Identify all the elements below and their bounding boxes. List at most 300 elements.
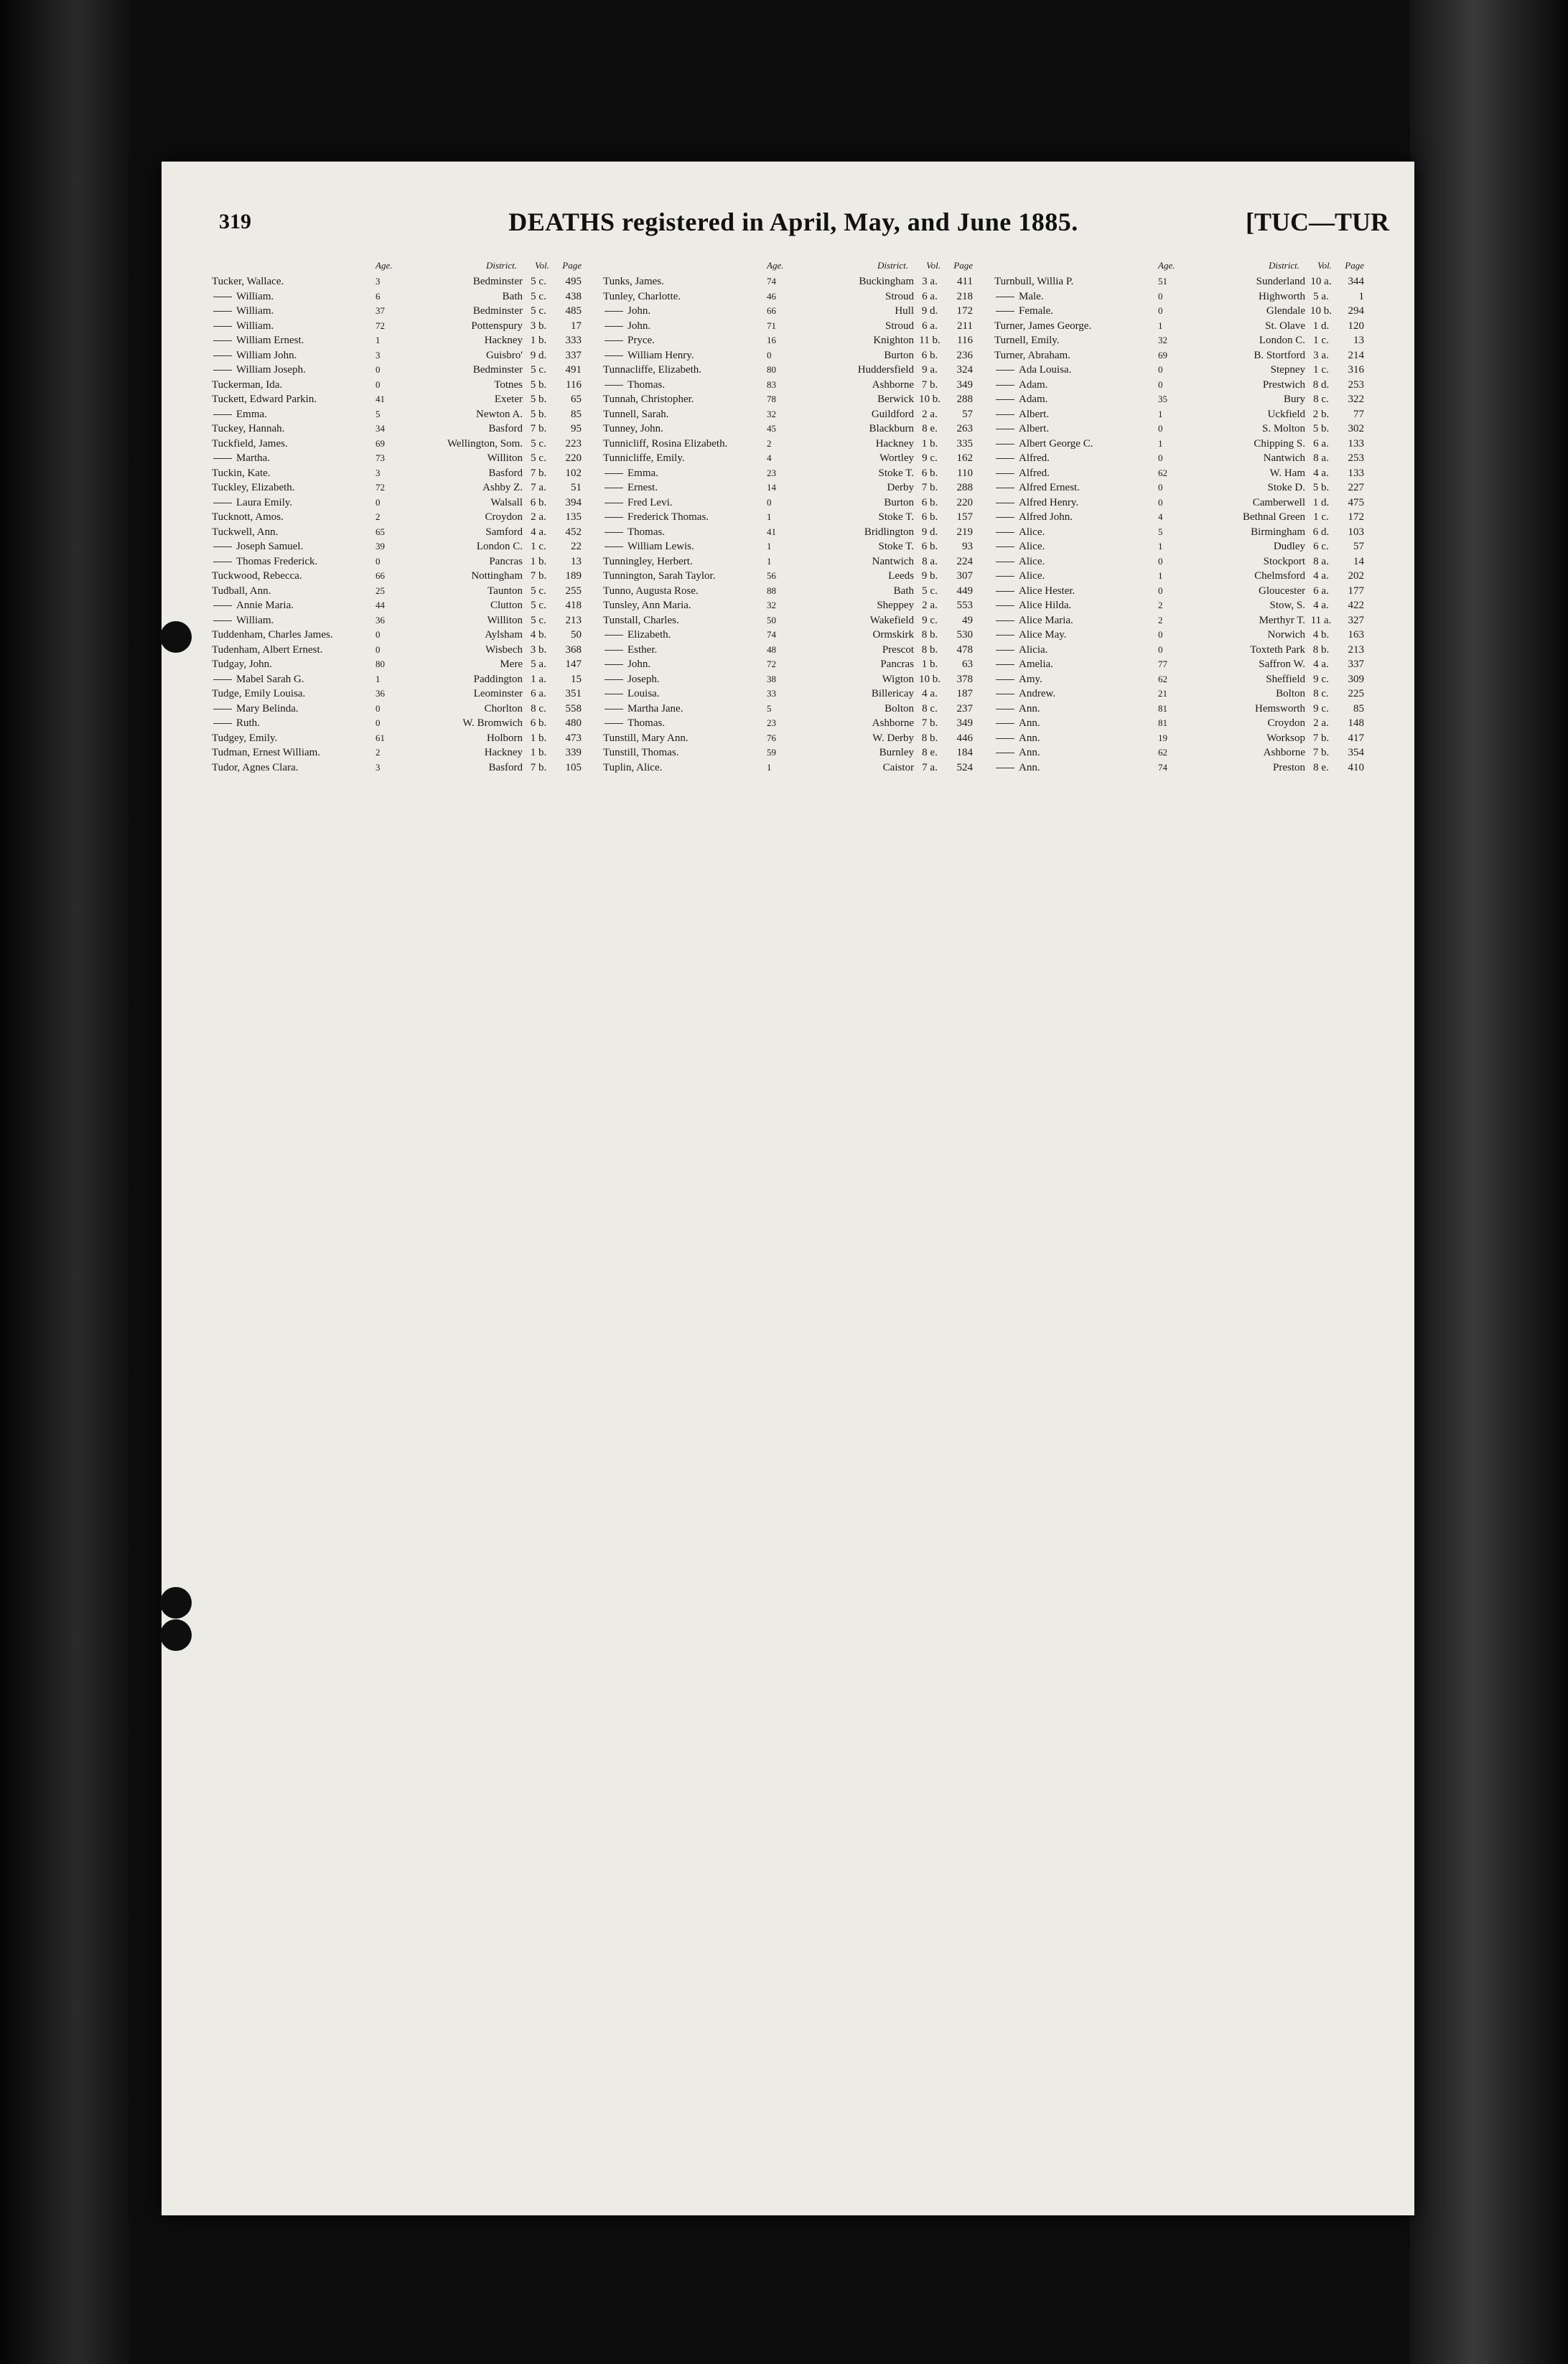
entry-age: 1	[1158, 320, 1163, 331]
entry-name: Tucknott, Amos.	[212, 511, 284, 523]
register-entry	[994, 731, 1364, 746]
register-entry	[603, 289, 973, 304]
register-entry	[603, 274, 973, 289]
entry-volume: 9 d.	[921, 526, 938, 538]
entry-age: 72	[767, 659, 776, 669]
entry-age: 62	[1158, 747, 1167, 758]
entry-page: 1	[1358, 290, 1364, 302]
entry-page: 223	[565, 437, 582, 450]
district-header: District.	[877, 260, 908, 271]
register-entry	[212, 554, 582, 569]
register-entry	[603, 363, 973, 378]
entry-age: 1	[767, 511, 772, 522]
register-entry	[994, 422, 1364, 437]
register-entry	[603, 731, 973, 746]
register-entry	[994, 745, 1364, 760]
entry-name: Tucker, Wallace.	[212, 276, 284, 287]
entry-page: 288	[956, 482, 973, 493]
entry-volume: 1 c.	[531, 541, 546, 552]
entry-volume: 3 b.	[530, 643, 547, 656]
register-entry	[994, 363, 1364, 378]
entry-age: 0	[1158, 423, 1163, 434]
entry-name: Laura Emily.	[212, 495, 292, 511]
entry-page: 148	[1348, 717, 1364, 729]
register-entry	[212, 569, 582, 584]
register-entry	[994, 319, 1364, 334]
district-header: District.	[486, 260, 517, 271]
entry-name: Emma.	[603, 466, 658, 481]
entry-name: Tudenham, Albert Ernest.	[212, 643, 323, 656]
entry-name: Alfred.	[994, 466, 1050, 481]
entry-district: Guisbro'	[485, 349, 523, 361]
entry-district: Stepney	[1270, 364, 1305, 376]
entry-page: 480	[565, 717, 582, 729]
register-entry	[994, 554, 1364, 569]
register-entry	[212, 716, 582, 731]
entry-age: 65	[375, 526, 385, 537]
entry-district: Bethnal Green	[1242, 511, 1305, 523]
entry-name: Alicia.	[994, 643, 1047, 658]
entry-page: 15	[571, 673, 582, 685]
entry-page: 163	[1348, 629, 1364, 641]
register-entry	[212, 745, 582, 760]
entry-age: 0	[1158, 290, 1163, 302]
entry-volume: 6 b.	[921, 467, 938, 479]
register-entry	[994, 643, 1364, 658]
name-range: [TUC—TUR	[1245, 208, 1389, 236]
entry-volume: 8 c.	[922, 702, 938, 715]
entry-district: Prescot	[882, 643, 914, 656]
register-entry	[212, 731, 582, 746]
entry-name: John.	[603, 304, 650, 319]
entry-page: 452	[565, 526, 582, 538]
entry-page: 309	[1348, 673, 1364, 685]
entry-district: Exeter	[494, 394, 523, 405]
entry-volume: 6 b.	[921, 541, 938, 552]
entry-name: Tuckey, Hannah.	[212, 423, 285, 434]
entry-name: Thomas.	[603, 716, 665, 731]
entry-page: 105	[565, 761, 582, 773]
entry-district: Huddersfield	[857, 364, 914, 376]
entry-name: Tudman, Ernest William.	[212, 747, 321, 758]
entry-name: Alice.	[994, 554, 1045, 569]
entry-page: 213	[565, 614, 582, 626]
entry-name: Turnell, Emily.	[994, 335, 1060, 346]
entry-page: 57	[1353, 541, 1364, 552]
entry-name: Ann.	[994, 731, 1040, 746]
entry-name: Alice.	[994, 569, 1045, 584]
entry-volume: 6 b.	[921, 496, 938, 508]
entry-page: 324	[956, 364, 973, 376]
entry-name: William.	[212, 304, 274, 319]
entry-name: Tuckin, Kate.	[212, 467, 271, 479]
entry-age: 62	[1158, 673, 1167, 684]
page-title: DEATHS registered in April, May, and June 1885.	[508, 208, 1078, 236]
entry-name: Alfred Henry.	[994, 495, 1078, 511]
entry-name: Mabel Sarah G.	[212, 672, 304, 687]
age-header: Age.	[1158, 260, 1175, 271]
entry-name: Alfred John.	[994, 510, 1073, 525]
entry-volume: 5 c.	[531, 305, 546, 317]
entry-page: 349	[956, 378, 973, 391]
entry-name: Ernest.	[603, 480, 658, 495]
entry-district: Sheffield	[1266, 673, 1305, 685]
entry-district: Billericay	[871, 688, 914, 699]
entry-volume: 2 a.	[922, 408, 938, 420]
entry-age: 0	[375, 717, 381, 728]
entry-age: 66	[375, 570, 385, 581]
entry-page: 103	[1348, 526, 1364, 538]
entry-age: 19	[1158, 732, 1167, 743]
register-entry	[212, 539, 582, 554]
entry-page: 57	[962, 408, 973, 420]
entry-page: 327	[1348, 614, 1364, 626]
entry-district: Norwich	[1267, 629, 1305, 641]
entry-name: Tunnicliff, Rosina Elizabeth.	[603, 437, 728, 450]
entry-page: 349	[956, 717, 973, 729]
entry-age: 0	[1158, 378, 1163, 390]
entry-volume: 7 b.	[530, 570, 547, 582]
entry-district: Bury	[1284, 394, 1305, 405]
entry-page: 302	[1348, 423, 1364, 434]
vol-header: Vol.	[535, 260, 549, 271]
entry-age: 80	[375, 659, 385, 669]
entry-volume: 5 c.	[531, 452, 546, 464]
register-entry	[212, 392, 582, 407]
entry-age: 76	[767, 732, 776, 743]
page-header-label: Page	[953, 260, 973, 271]
entry-volume: 1 b.	[921, 659, 938, 670]
entry-page: 294	[1348, 305, 1364, 317]
page-header	[219, 201, 1389, 244]
entry-volume: 9 c.	[922, 614, 938, 626]
entry-volume: 2 a.	[531, 511, 546, 523]
entry-volume: 6 b.	[530, 496, 547, 508]
register-entry	[603, 378, 973, 393]
entry-page: 438	[565, 290, 582, 302]
entry-volume: 8 a.	[1313, 452, 1329, 464]
register-entry	[603, 628, 973, 643]
register-entry	[994, 437, 1364, 452]
register-entry	[212, 378, 582, 393]
entry-district: Pancras	[489, 555, 523, 567]
entry-name: Ada Louisa.	[994, 363, 1071, 378]
entry-district: Stow, S.	[1269, 600, 1305, 611]
register-entry	[603, 672, 973, 687]
entry-age: 5	[1158, 526, 1163, 537]
register-entry	[603, 584, 973, 599]
register-entry	[994, 613, 1364, 628]
entry-age: 0	[375, 555, 381, 567]
entry-district: St. Olave	[1265, 320, 1305, 332]
entry-age: 0	[767, 349, 772, 360]
entry-volume: 5 b.	[530, 378, 547, 391]
entry-volume: 10 b.	[919, 673, 941, 685]
register-entry	[994, 525, 1364, 540]
entry-district: Ormskirk	[872, 629, 914, 641]
register-entry	[212, 304, 582, 319]
entry-district: Stoke T.	[878, 511, 914, 523]
entry-district: Aylsham	[485, 629, 523, 641]
entry-page: 417	[1348, 732, 1364, 744]
entry-district: Stoke D.	[1267, 482, 1305, 493]
entry-name: Tunningley, Herbert.	[603, 555, 693, 567]
entry-volume: 5 c.	[922, 585, 938, 597]
entry-page: 558	[565, 702, 582, 715]
entry-name: Albert.	[994, 422, 1049, 437]
entry-volume: 10 b.	[1310, 305, 1332, 317]
entry-age: 51	[1158, 276, 1167, 287]
register-entry	[212, 289, 582, 304]
register-entry	[212, 525, 582, 540]
entry-volume: 8 d.	[1312, 378, 1330, 391]
entry-age: 45	[767, 423, 776, 434]
entry-page: 120	[1348, 320, 1364, 332]
entry-district: Caistor	[882, 761, 914, 773]
register-entry	[212, 687, 582, 702]
entry-volume: 6 b.	[530, 717, 547, 729]
entry-age: 1	[1158, 437, 1163, 449]
entry-volume: 8 c.	[531, 702, 546, 715]
entry-age: 14	[767, 482, 776, 493]
entry-name: Esther.	[603, 643, 657, 658]
register-entry	[603, 702, 973, 717]
register-entry	[994, 407, 1364, 422]
entry-name: William.	[212, 613, 274, 628]
entry-volume: 1 d.	[1312, 496, 1330, 508]
entry-volume: 3 a.	[922, 276, 938, 287]
entry-district: Mere	[500, 659, 523, 670]
entry-volume: 1 c.	[1313, 511, 1329, 523]
register-entry	[603, 304, 973, 319]
register-entry	[994, 584, 1364, 599]
register-entry	[994, 378, 1364, 393]
entry-volume: 2 a.	[1313, 717, 1329, 729]
entry-district: Nottingham	[471, 570, 523, 582]
entry-district: Basford	[488, 467, 523, 479]
entry-volume: 5 c.	[531, 614, 546, 626]
entry-district: S. Molton	[1261, 423, 1305, 434]
entry-district: Stoke T.	[878, 467, 914, 479]
register-entry	[603, 657, 973, 672]
entry-age: 81	[1158, 717, 1167, 728]
entry-district: Stroud	[885, 320, 914, 332]
entry-volume: 6 b.	[921, 349, 938, 361]
entry-volume: 5 b.	[1312, 482, 1330, 493]
register-entry	[603, 422, 973, 437]
entry-page: 475	[1348, 496, 1364, 508]
register-entry	[603, 319, 973, 334]
column-header	[212, 259, 582, 274]
entry-district: Taunton	[487, 585, 523, 597]
entry-page: 172	[1348, 511, 1364, 523]
entry-volume: 5 a.	[1313, 290, 1329, 302]
entry-age: 0	[1158, 555, 1163, 567]
entry-district: Hemsworth	[1255, 702, 1305, 715]
entry-page: 63	[962, 659, 973, 670]
entry-volume: 5 c.	[531, 364, 546, 376]
entry-district: Nantwich	[872, 555, 914, 567]
entry-district: Guildford	[871, 408, 914, 420]
entry-district: Buckingham	[859, 276, 914, 287]
entry-name: Mary Belinda.	[212, 702, 299, 717]
entry-name: Tunley, Charlotte.	[603, 290, 681, 302]
entry-district: Nantwich	[1263, 452, 1305, 464]
entry-name: Tudgey, Emily.	[212, 732, 278, 744]
entry-page: 110	[957, 467, 973, 479]
register-entry	[212, 348, 582, 363]
entry-district: Stockport	[1263, 555, 1305, 567]
entry-age: 0	[1158, 364, 1163, 375]
entry-page: 93	[962, 541, 973, 552]
register-entry	[212, 760, 582, 776]
entry-page: 553	[956, 600, 973, 611]
register-column-1	[212, 259, 582, 775]
entry-page: 253	[1348, 378, 1364, 391]
entry-district: Paddington	[473, 673, 523, 685]
entry-volume: 7 b.	[921, 378, 938, 391]
register-column-3	[994, 259, 1364, 775]
entry-volume: 1 b.	[530, 555, 547, 567]
register-entry	[603, 598, 973, 613]
entry-page: 478	[956, 643, 973, 656]
register-entry	[603, 745, 973, 760]
register-entry	[603, 554, 973, 569]
entry-page: 202	[1348, 570, 1364, 582]
page-header-label: Page	[1345, 260, 1364, 271]
entry-district: Wortley	[879, 452, 914, 464]
entry-district: Highworth	[1259, 290, 1305, 302]
entry-age: 0	[1158, 452, 1163, 463]
entry-age: 23	[767, 467, 776, 478]
entry-age: 80	[767, 364, 776, 375]
entry-page: 253	[1348, 452, 1364, 464]
entry-name: William Lewis.	[603, 539, 694, 554]
vol-header: Vol.	[926, 260, 941, 271]
entry-name: Tunstill, Thomas.	[603, 747, 679, 758]
register-entry	[603, 407, 973, 422]
entry-volume: 7 b.	[1312, 747, 1330, 758]
entry-volume: 1 b.	[921, 437, 938, 450]
entry-page: 49	[962, 614, 973, 626]
register-entry	[603, 687, 973, 702]
entry-district: Bath	[502, 290, 523, 302]
entry-name: John.	[603, 319, 650, 334]
entry-page: 184	[956, 747, 973, 758]
entry-volume: 7 b.	[530, 423, 547, 434]
entry-age: 23	[767, 717, 776, 728]
entry-volume: 2 b.	[1312, 408, 1330, 420]
entry-volume: 8 c.	[1313, 394, 1329, 405]
entry-volume: 10 b.	[919, 394, 941, 405]
entry-age: 3	[375, 467, 381, 478]
register-entry	[212, 333, 582, 348]
entry-volume: 3 b.	[530, 320, 547, 332]
entry-district: Bedminster	[472, 276, 523, 287]
entry-district: Wisbech	[485, 643, 523, 656]
entry-district: Ashby Z.	[482, 482, 523, 493]
register-entry	[994, 760, 1364, 776]
entry-age: 36	[375, 688, 385, 699]
register-entry	[212, 451, 582, 466]
register-entry	[212, 584, 582, 599]
entry-name: Tunstill, Mary Ann.	[603, 732, 689, 744]
entry-volume: 1 a.	[531, 673, 546, 685]
entry-age: 0	[375, 629, 381, 640]
entry-page: 368	[565, 643, 582, 656]
entry-page: 95	[571, 423, 582, 434]
register-entry	[994, 289, 1364, 304]
entry-page: 449	[956, 585, 973, 597]
entry-name: Fred Levi.	[603, 495, 672, 511]
entry-page: 51	[571, 482, 582, 493]
entry-page: 177	[1348, 585, 1364, 597]
vol-header: Vol.	[1317, 260, 1332, 271]
register-column-2	[603, 259, 973, 775]
entry-age: 41	[375, 394, 385, 404]
register-entry	[994, 598, 1364, 613]
entry-volume: 5 c.	[531, 600, 546, 611]
entry-age: 46	[767, 290, 776, 302]
entry-page: 322	[1348, 394, 1364, 405]
entry-district: Basford	[488, 423, 523, 434]
entry-page: 219	[956, 526, 973, 538]
entry-name: Tuckwood, Rebecca.	[212, 570, 302, 582]
entry-district: Basford	[488, 761, 523, 773]
entry-age: 36	[375, 614, 385, 625]
entry-page: 337	[565, 349, 582, 361]
entry-page: 220	[565, 452, 582, 464]
entry-name: Tunks, James.	[603, 276, 664, 287]
entry-age: 0	[1158, 643, 1163, 655]
entry-name: Tunnacliffe, Elizabeth.	[603, 364, 702, 376]
entry-name: Amelia.	[994, 657, 1053, 672]
register-entry	[212, 643, 582, 658]
entry-volume: 4 a.	[1313, 600, 1329, 611]
entry-district: Sheppey	[877, 600, 914, 611]
entry-volume: 6 a.	[922, 290, 938, 302]
register-entry	[603, 760, 973, 776]
entry-page: 394	[565, 496, 582, 508]
entry-age: 2	[375, 747, 381, 758]
entry-district: Chipping S.	[1254, 437, 1305, 450]
entry-name: Alfred.	[994, 451, 1050, 466]
entry-district: Burton	[884, 349, 914, 361]
register-entry	[212, 274, 582, 289]
entry-district: Wakefield	[869, 614, 914, 626]
entry-volume: 5 b.	[530, 408, 547, 420]
entry-age: 69	[375, 437, 385, 449]
entry-page: 495	[565, 276, 582, 287]
entry-district: Newton A.	[476, 408, 523, 420]
entry-age: 74	[767, 629, 776, 640]
register-entry	[212, 480, 582, 495]
entry-district: Merthyr T.	[1259, 614, 1305, 626]
entry-volume: 8 c.	[1313, 688, 1329, 699]
punch-hole	[160, 1619, 192, 1651]
entry-age: 32	[767, 600, 776, 610]
entry-age: 5	[767, 702, 772, 714]
entry-volume: 4 a.	[1313, 467, 1329, 479]
column-header	[603, 259, 973, 274]
entry-district: Croydon	[485, 511, 523, 523]
register-entry	[994, 304, 1364, 319]
entry-page: 227	[1348, 482, 1364, 493]
entry-volume: 7 b.	[1312, 732, 1330, 744]
entry-page: 491	[565, 364, 582, 376]
entry-volume: 6 b.	[921, 511, 938, 523]
entry-volume: 6 c.	[1313, 541, 1329, 552]
